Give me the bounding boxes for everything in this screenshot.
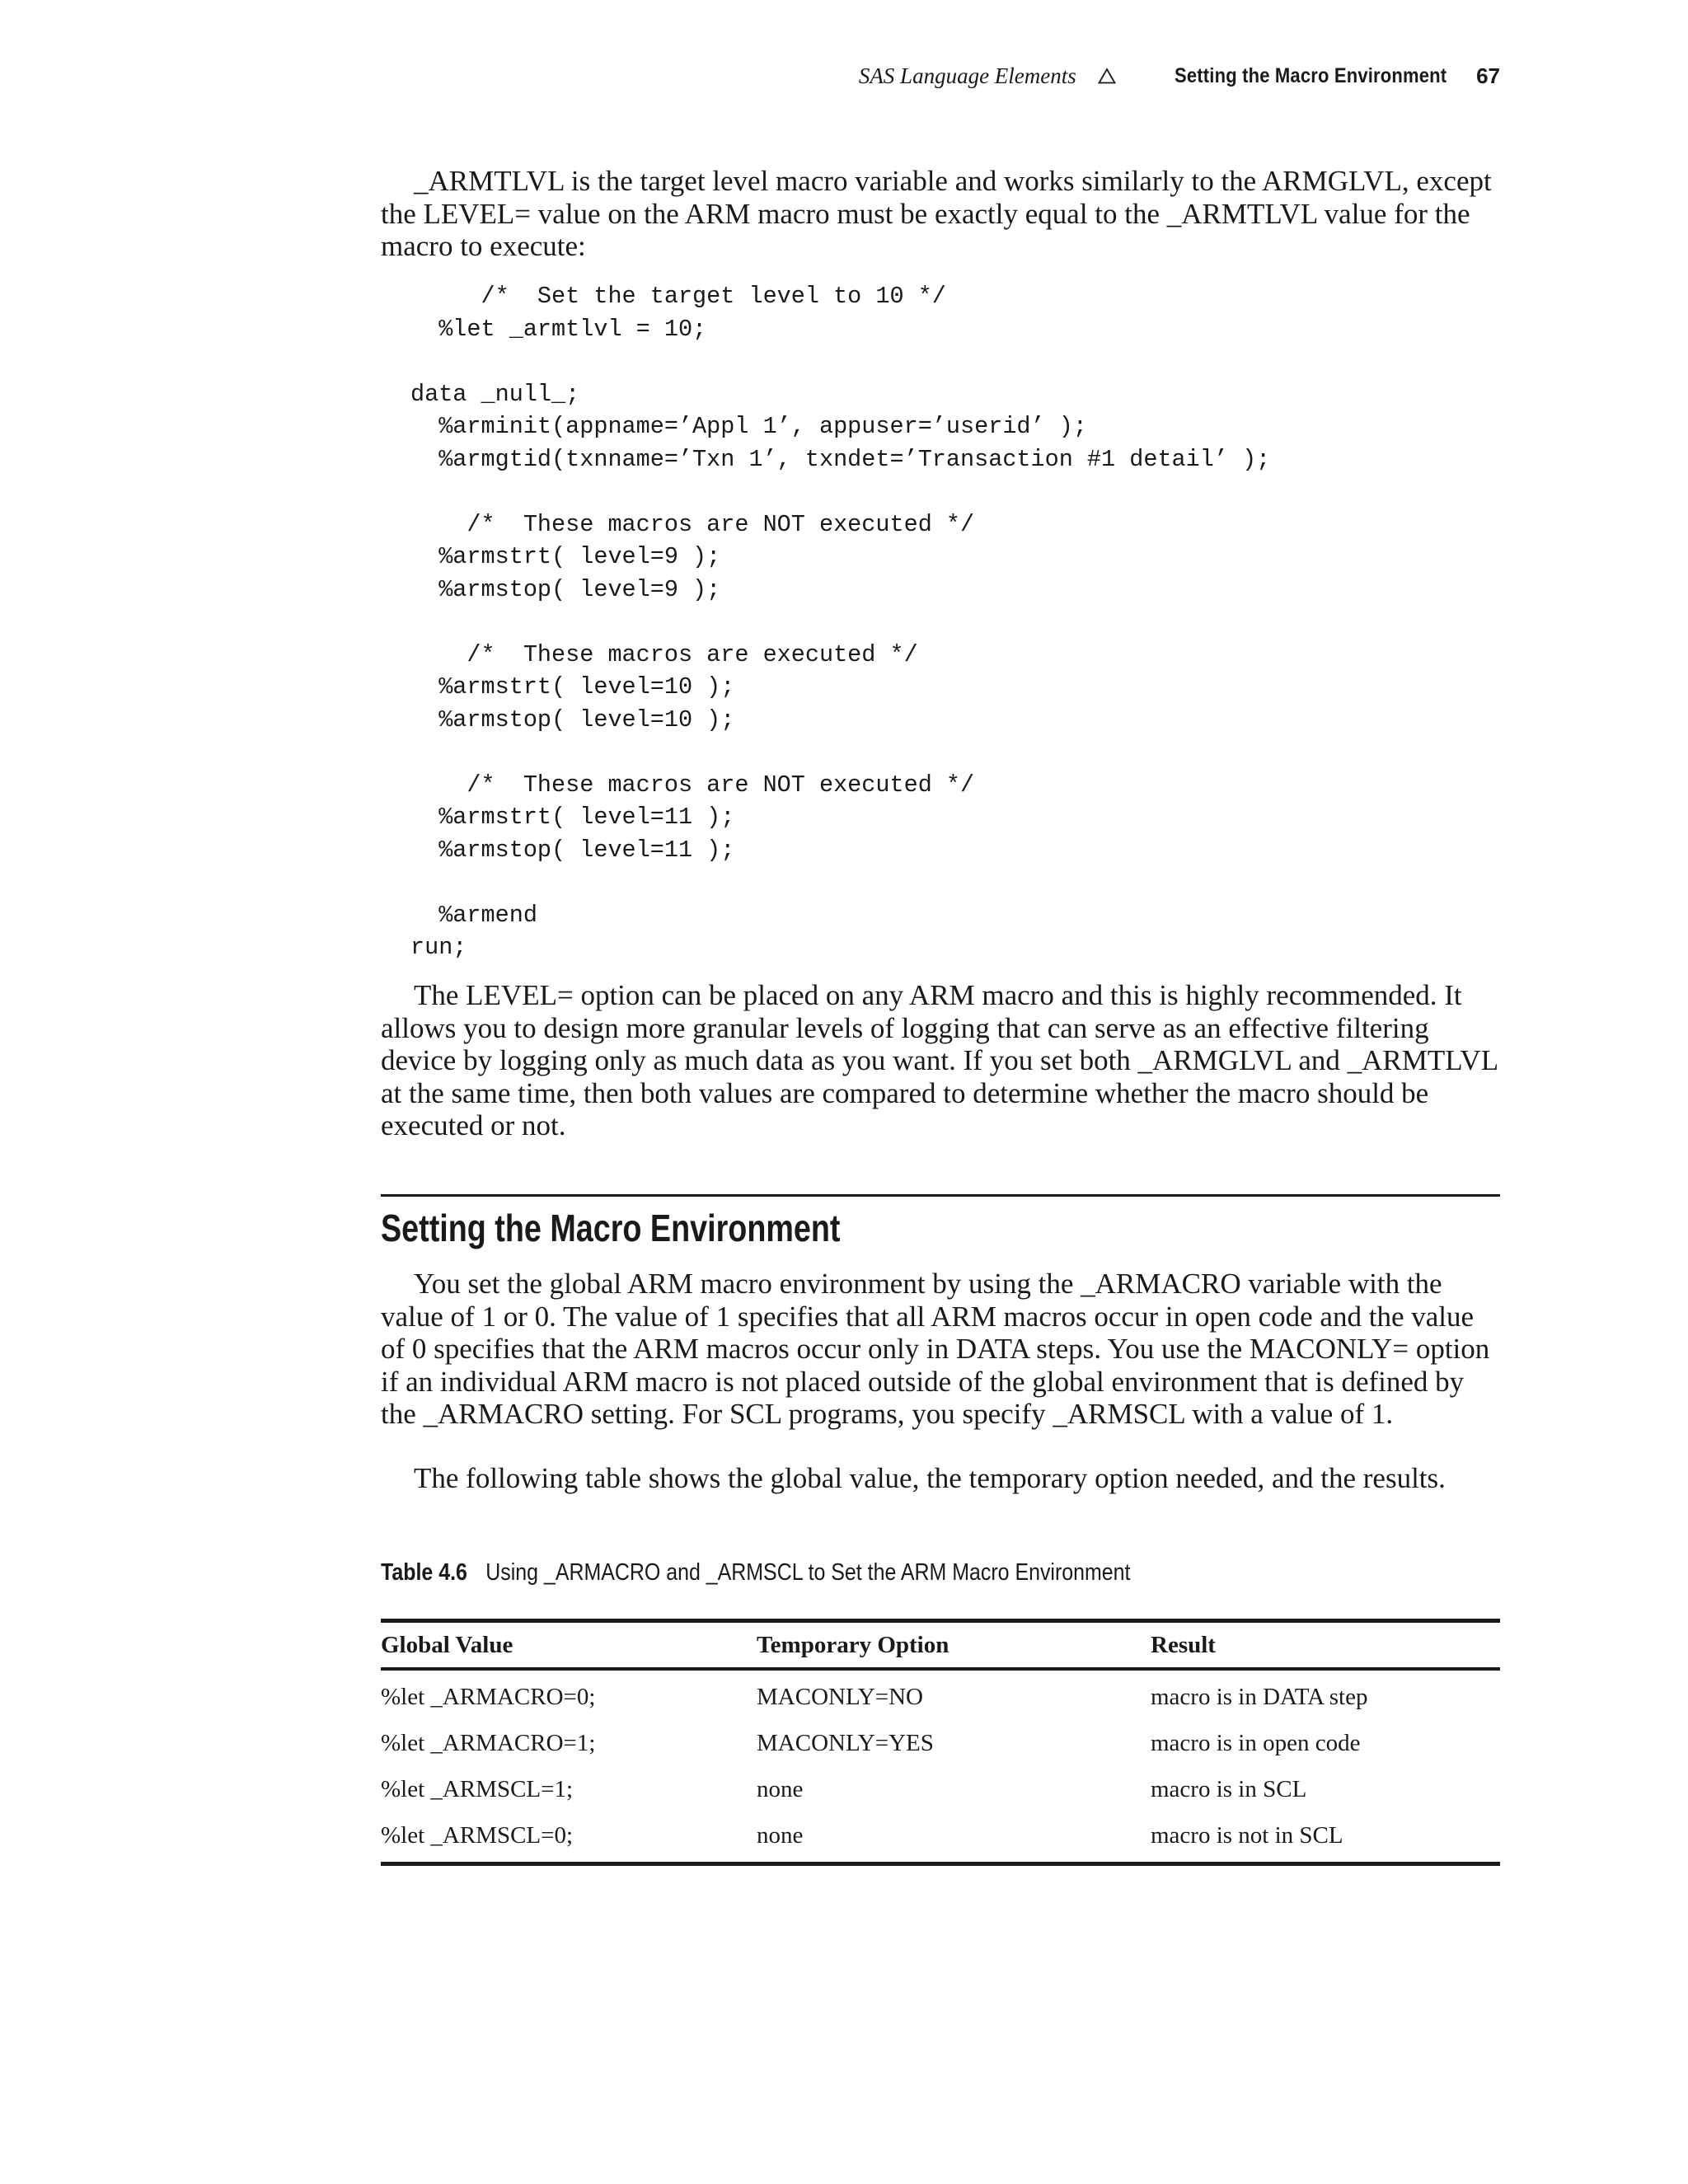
paragraph-armtlvl-intro: _ARMTLVL is the target level macro variable and works similarly to the ARMGLVL, except the LEVEL= value on the ARM macro must be exactly equal to the _ARMTLVL value for the macro to execute:: [381, 165, 1492, 262]
table-header-row: [381, 1621, 1500, 1670]
table-cell: %let _ARMACRO=1;: [381, 1729, 596, 1756]
table-cell: MACONLY=YES: [757, 1729, 934, 1756]
table-cell: macro is in DATA step: [1151, 1683, 1368, 1710]
table-cell: macro is in open code: [1151, 1729, 1361, 1756]
table-cell: %let _ARMSCL=1;: [381, 1775, 574, 1802]
column-header: Result: [1151, 1631, 1216, 1658]
header-book-section: SAS Language Elements: [858, 63, 1076, 88]
table-cell: macro is in SCL: [1151, 1775, 1307, 1802]
section-divider: [381, 1194, 1500, 1197]
paragraph-level-option: The LEVEL= option can be placed on any ARM macro and this is highly recommended. It allows you to design more granular levels of logging that can serve as an effective filtering device by logging only as much data as you want. If you set both _ARMGLVL and _ARMTLVL at the same time, then both values are compared to determine whether the macro should be executed or not.: [381, 979, 1498, 1141]
table-row: [381, 1669, 1500, 1720]
page-number: 67: [1476, 63, 1500, 88]
table-row: [381, 1812, 1500, 1864]
table-caption: [381, 1559, 1130, 1586]
paragraph-environment: You set the global ARM macro environment by using the _ARMACRO variable with the value of 1 or 0. The value of 1 specifies that all ARM macros occur in open code and the value of 0 specifies that the ARM macros occur only in DATA steps. You use the MACONLY= option if an individual ARM macro is not placed outside of the global environment that is defined by the _ARMACRO setting. For SCL programs, you specify _ARMSCL with a value of 1.: [381, 1268, 1490, 1430]
paragraph-table-intro: The following table shows the global value, the temporary option needed, and the results.: [414, 1462, 1446, 1494]
table-caption-text: Using _ARMACRO and _ARMSCL to Set the ARM Macro Environment: [485, 1559, 1131, 1586]
table-cell: %let _ARMACRO=0;: [381, 1683, 596, 1710]
header-chapter-title: Setting the Macro Environment: [1174, 63, 1447, 87]
data-table: [381, 1619, 1500, 1866]
table-cell: %let _ARMSCL=0;: [381, 1821, 574, 1849]
table-cell: MACONLY=NO: [757, 1683, 923, 1710]
table-caption-number: Table 4.6: [381, 1559, 467, 1586]
code-listing: /* Set the target level to 10 */ %let _armtlvl = 10; data _null_; %arminit(appname=’Appl 1’, appuser=’userid’ ); %armgtid(txnname=’Txn 1’, txndet=’Transaction #1 detail’ ); /* These macros are NOT executed */ %armstrt( level=9 ); %armstop( level=9 ); /* These macros are executed */ %armstrt( level=10 ); %armstop( level=10 ); /* These macros are NOT executed */ %armstrt( level=11 ); %armstop( level=11 ); %armend run;: [410, 283, 1271, 961]
table-row: [381, 1720, 1500, 1766]
table-row: [381, 1766, 1500, 1812]
column-header: Global Value: [381, 1631, 513, 1658]
table-cell: none: [757, 1775, 804, 1802]
column-header: Temporary Option: [757, 1631, 950, 1658]
table-cell: macro is not in SCL: [1151, 1821, 1343, 1849]
table-cell: none: [757, 1821, 804, 1849]
section-title: Setting the Macro Environment: [381, 1207, 841, 1249]
triangle-outline-icon: [1098, 68, 1116, 84]
running-header: [859, 59, 1500, 92]
